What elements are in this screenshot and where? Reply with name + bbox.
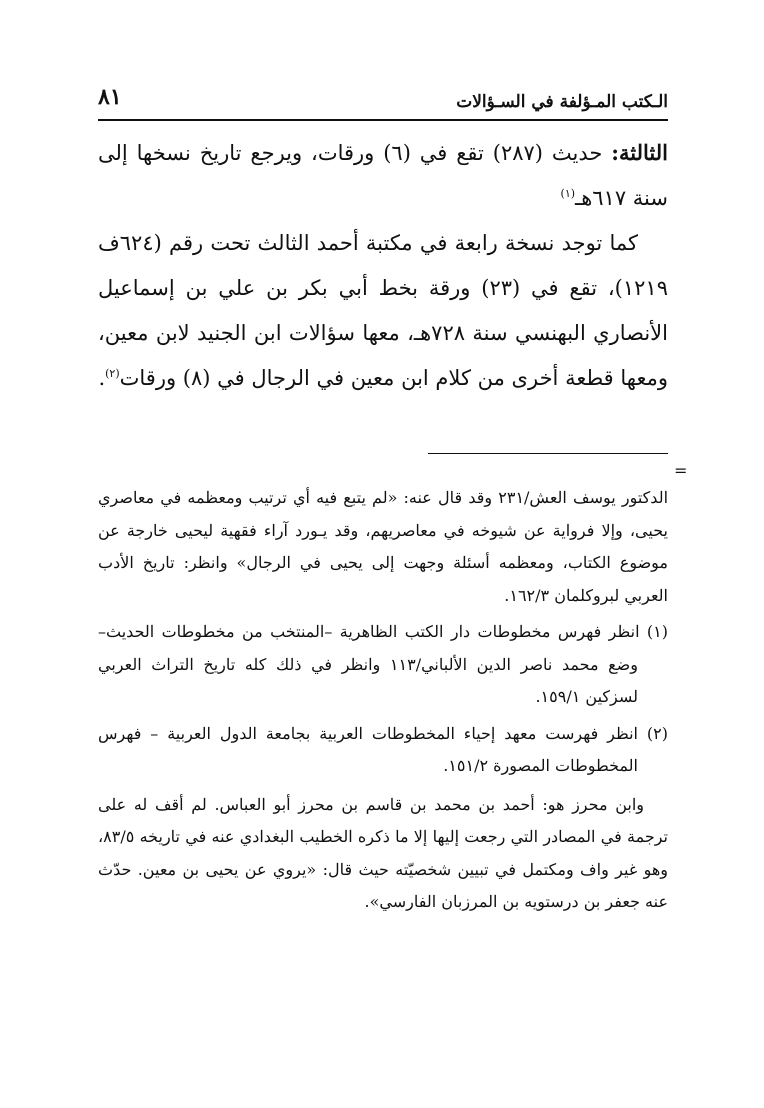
page-number: ٨١ (98, 84, 122, 110)
continuation-mark: = (674, 461, 688, 480)
footnote-ref-2: (٢) (105, 367, 120, 380)
item-text: حديث (٢٨٧) تقع في (٦) ورقات، ويرجع تاريخ نسخها إلى سنة ٦١٧هـ (98, 141, 668, 210)
footnote-ref-1: (١) (560, 187, 576, 200)
third-copy-paragraph (98, 130, 668, 221)
para-text: كما توجد نسخة رابعة في مكتبة أحمد الثالث تحت رقم (٦٢٤ف ١٢١٩)، تقع في (٢٣) ورقة بخط أبي بكر بن علي بن إسماعيل الأنصاري البهنسي سنة ٧٢٨هـ، معها سؤالات ابن الجنيد لابن معين، ومعها قطعة أخرى من كلام ابن معين في الرجال في (٨) ورقات (98, 231, 668, 390)
footnote-1: (١) انظر فهرس مخطوطات دار الكتب الظاهرية –المنتخب من مخطوطات الحديث– وضع محمد ناصر الدين الألباني/١١٣ وانظر في ذلك كله تاريخ التراث العربي لسزكين ١٥٩/١. (98, 622, 668, 706)
running-title: الـكتب المـؤلفة في السـؤالات (456, 92, 668, 112)
page-header (98, 84, 668, 118)
footnote-2: (٢) انظر فهرست معهد إحياء المخطوطات العربية بجامعة الدول العربية – فهرس المخطوطات المصورة ١٥١/٢. (98, 723, 668, 775)
footnotes (98, 482, 668, 919)
footnote-bio-paragraph: وابن محرز هو: أحمد بن محمد بن قاسم بن محرز أبو العباس. لم أقف له على ترجمة في المصادر التي رجعت إليها إلا ما ذكره الخطيب البغدادي عنه في تاريخه ٨٣/٥، وهو غير واف ومكتمل في تبيين شخصيّته حيث قال: «يروي عن يحيى بن معين. حدّث عنه جعفر بن درستويه بن المرزبان الفارسي». (98, 794, 669, 911)
footnote-continued: الدكتور يوسف العش/٢٣١ وقد قال عنه: «لم يتبع فيه أي ترتيب ومعظمه في معاصري يحيى، وإلا فرواية عن شيوخه في معاصريهم، وقد يـورد آراء فقهية ليحيى خارجة عن موضوع الكتاب، ومعظمه أسئلة وجهت إلى يحيى في الرجال» وانظر: تاريخ الأدب العربي لبروكلمان ١٦٢/٣. (98, 488, 669, 605)
fourth-copy-paragraph (98, 221, 668, 401)
main-text (98, 130, 668, 401)
footnote-separator (428, 453, 668, 454)
header-rule (98, 119, 668, 121)
item-label: الثالثة: (611, 140, 668, 165)
para-end: . (98, 366, 106, 390)
